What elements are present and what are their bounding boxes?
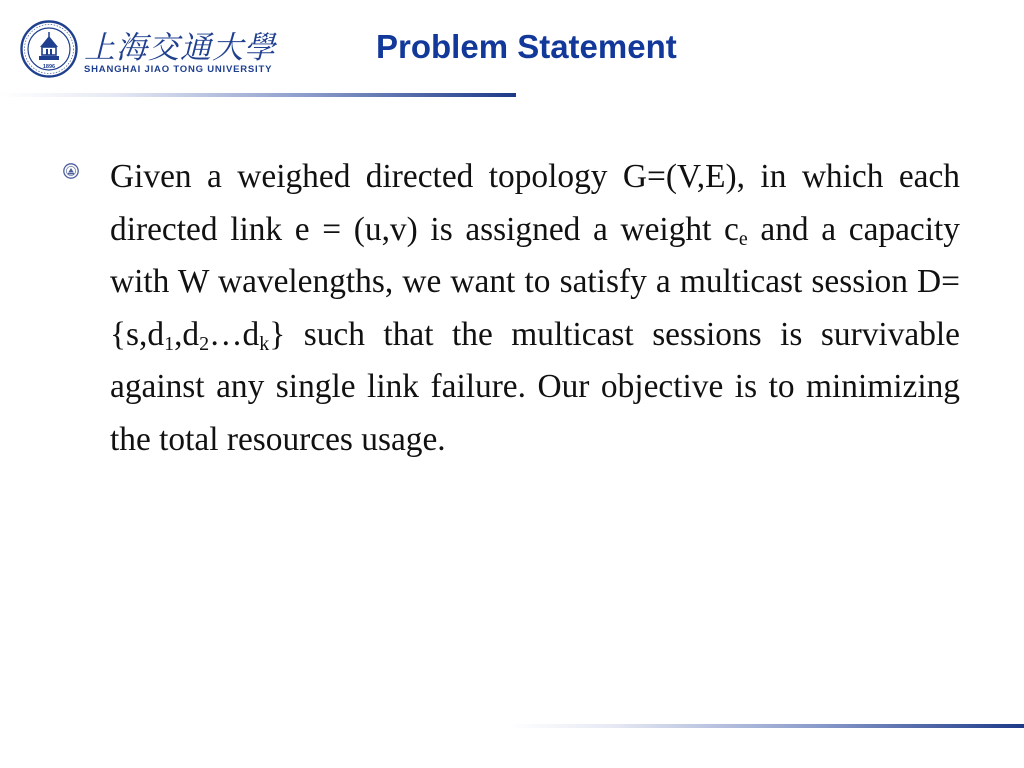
logo-chinese-name: 上海交通大學 [84, 30, 276, 66]
subscript-k: k [259, 332, 270, 355]
subscript-e: e [738, 227, 748, 250]
text-part-4: …d [209, 315, 260, 353]
footer-divider [508, 724, 1024, 728]
header-divider [0, 93, 516, 97]
seal-bullet-icon [63, 163, 79, 179]
seal-year: 1896 [42, 64, 56, 70]
text-part-2: and a capacity with W wavelengths, we want to satisfy a multicast session D={s,d [110, 210, 960, 353]
text-part-5: } such that the multicast sessions is survivable against any single link failure. Our objective is to minimizing the total resources usage. [110, 315, 960, 458]
subscript-1: 1 [164, 332, 175, 355]
text-part-3: ,d [174, 315, 200, 353]
university-logo [18, 18, 276, 84]
text-part-1: Given a weighed directed topology G=(V,E), in which each directed link e = (u,v) is assigned a weight c [110, 158, 960, 248]
logo-english-name: SHANGHAI JIAO TONG UNIVERSITY [84, 64, 273, 75]
university-seal-icon [20, 20, 78, 78]
problem-statement-paragraph [110, 151, 960, 466]
slide-title: Problem Statement [376, 28, 677, 65]
subscript-2: 2 [199, 332, 210, 355]
